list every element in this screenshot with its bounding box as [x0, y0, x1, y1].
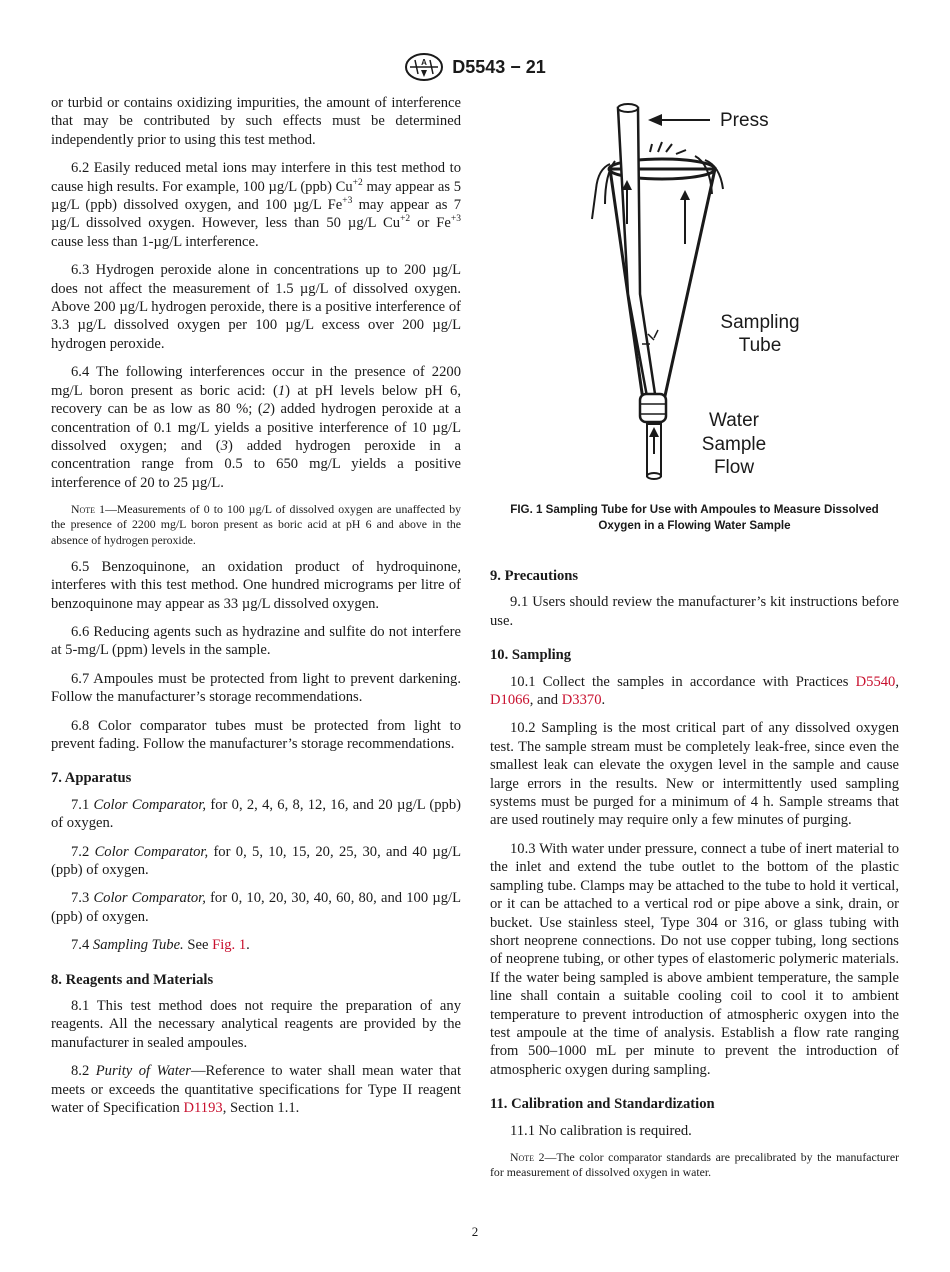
- paragraph-9-1: 9.1 Users should review the manufacturer’s kit instructions before use.: [490, 594, 899, 629]
- paragraph-7-2: 7.2 Color Comparator, for 0, 5, 10, 15, 20, 25, 30, and 40 µg/L (ppb) of oxygen.: [51, 843, 462, 879]
- d1066-link[interactable]: D1066: [490, 692, 530, 709]
- svg-text:A: A: [421, 58, 428, 67]
- page-number: 2: [471, 1224, 479, 1239]
- paragraph-11-1: 11.1 No calibration is required.: [510, 1122, 692, 1139]
- figure-1: [490, 94, 899, 504]
- paragraph-6-3: 6.3 Hydrogen peroxide alone in concentrations up to 200 µg/L does not affect the measurement of 1.5 µg/L of dissolved oxygen. Above 200 µg/L hydrogen peroxide, there is a positive interference of 3.3 µg/L dissolved oxygen per 100 µg/L excess over 200 µg/L hydrogen peroxide.: [51, 262, 461, 352]
- label-sampling: Sampling: [720, 312, 800, 333]
- paragraph-6-6: 6.6 Reducing agents such as hydrazine and sulfite do not interfere at 5-mg/L (ppm) levels in the sample.: [51, 623, 461, 659]
- paragraph-7-4: 7.4 Sampling Tube. See Fig. 1.: [71, 937, 250, 954]
- fig-1-link[interactable]: Fig. 1: [212, 937, 247, 954]
- label-flow: Flow: [713, 457, 755, 478]
- paragraph-8-2: 8.2 Purity of Water—Reference to water shall mean water that meets or exceeds the quantitative specifications for Type II reagent water of Specification D1193, Section 1.1.: [51, 1063, 462, 1117]
- sampling-tube-illustration: [490, 94, 899, 486]
- paragraph-6-1-continued: or turbid or contains oxidizing impurities, the amount of interference that may be contributed by such effects must be determined independently prior to using this test method.: [51, 95, 461, 148]
- note-1: Note 1—Measurements of 0 to 100 µg/L of dissolved oxygen are unaffected by the presence of 2200 mg/L boron present as boric acid at pH 6 and above in the absence of hydrogen peroxide.: [51, 502, 462, 547]
- figure-1-caption: FIG. 1 Sampling Tube for Use with Ampoules to Measure Dissolved Oxygen in a Flowing Water Sample: [510, 503, 879, 532]
- section-7-heading: 7. Apparatus: [51, 770, 132, 787]
- paragraph-6-2: 6.2 Easily reduced metal ions may interfere in this test method to cause high results. For example, 100 µg/L (ppb) $Cu^{+2}$ may appear as 5 µg/L (ppb) dissolved oxygen, and 100 µg/L $Fe^{+3}$ may appear as 7 µg/L dissolved oxygen. However, less than 50 µg/L $Cu^{+2}$ or $Fe^{+3}$ cause less than 1-µg/L interference.: [51, 160, 462, 250]
- d1193-link[interactable]: D1193: [183, 1100, 223, 1117]
- label-press: Press: [720, 110, 769, 131]
- paragraph-6-8: 6.8 Color comparator tubes must be protected from light to prevent fading. Follow the manufacturer’s storage recommendations.: [51, 717, 461, 752]
- d3370-link[interactable]: D3370: [561, 692, 602, 709]
- paragraph-7-3: 7.3 Color Comparator, for 0, 10, 20, 30, 40, 60, 80, and 100 µg/L (ppb) of oxygen.: [51, 890, 461, 925]
- d5540-link[interactable]: D5540: [855, 673, 896, 690]
- paragraph-10-2: 10.2 Sampling is the most critical part of any dissolved oxygen test. The sample stream must be completely leak-free, since even the smallest leak can elevate the oxygen level in the sample and cause large errors in the results. New or intermittently used sampling systems must be purged for a minimum of 4 h. Sample streams that are used routinely may require only a few minutes of purging.: [490, 720, 899, 829]
- section-11-heading: 11. Calibration and Standardization: [490, 1096, 715, 1113]
- note-2: Note 2—The color comparator standards are precalibrated by the manufacturer for measurement of dissolved oxygen in water.: [490, 1149, 899, 1180]
- section-9-heading: 9. Precautions: [490, 568, 579, 584]
- document-code: D5543 − 21: [452, 56, 546, 77]
- label-water: Water: [709, 410, 759, 431]
- right-column: [490, 94, 899, 1190]
- label-sample: Sample: [701, 434, 767, 455]
- section-8-heading: 8. Reagents and Materials: [51, 971, 214, 988]
- paragraph-6-5: 6.5 Benzoquinone, an oxidation product of hydroquinone, interferes with this test method. One hundred micrograms per litre of benzoquinone may appear as 33 µg/L dissolved oxygen.: [51, 558, 461, 612]
- paragraph-6-7: 6.7 Ampoules must be protected from light to prevent darkening. Follow the manufacturer’s storage recommendations.: [51, 670, 461, 706]
- paragraph-7-1: 7.1 Color Comparator, for 0, 2, 4, 6, 8, 12, 16, and 20 µg/L (ppb) of oxygen.: [51, 796, 462, 832]
- page-header: [0, 52, 950, 84]
- label-tube: Tube: [738, 335, 782, 356]
- astm-logo-icon: [404, 52, 444, 82]
- paragraph-8-1: 8.1 This test method does not require the preparation of any reagents. All the necessary analytical reagents are provided by the manufacturer in sealed ampoules.: [51, 998, 461, 1051]
- paragraph-10-1: 10.1 Collect the samples in accordance with Practices D5540, D1066, and D3370.: [490, 673, 899, 709]
- section-10-heading: 10. Sampling: [490, 647, 572, 664]
- left-column: [51, 94, 461, 1127]
- paragraph-6-4: 6.4 The following interferences occur in the presence of 2200 mg/L boron present as boric acid: (1) at pH levels below pH 6, recovery can be as low as 80 %; (2) added hydrogen peroxide at a concentration of 0.1 mg/L yields a positive interference of 10 µg/L dissolved oxygen; and (3) added hydrogen peroxide in a concentration range from 0.5 to 650 mg/L yields a positive interference of 20 to 25 µg/L.: [51, 364, 461, 491]
- paragraph-10-3: 10.3 With water under pressure, connect a tube of inert material to the inlet and extend the tube outlet to the bottom of the plastic sampling tube. Clamps may be attached to the tube to hold it vertical, or it can be attached to a vertical rod or pipe above a sink, drain, or bucket. Use stainless steel, Type 304 or 316, or glass tubing with short neoprene connections. Do not use copper tubing, long sections of neoprene tubing, or other types of elastomeric polymeric materials. If the water being sampled is above ambient temperature, the sample line shall contain a suitable cooling coil to cool it to ambient temperature to prevent introduction of atmospheric oxygen into the test ampoule at the time of analysis. Establish a flow rate ranging from 500–1000 mL per minute to prevent the introduction of atmospheric oxygen during sampling.: [490, 840, 899, 1078]
